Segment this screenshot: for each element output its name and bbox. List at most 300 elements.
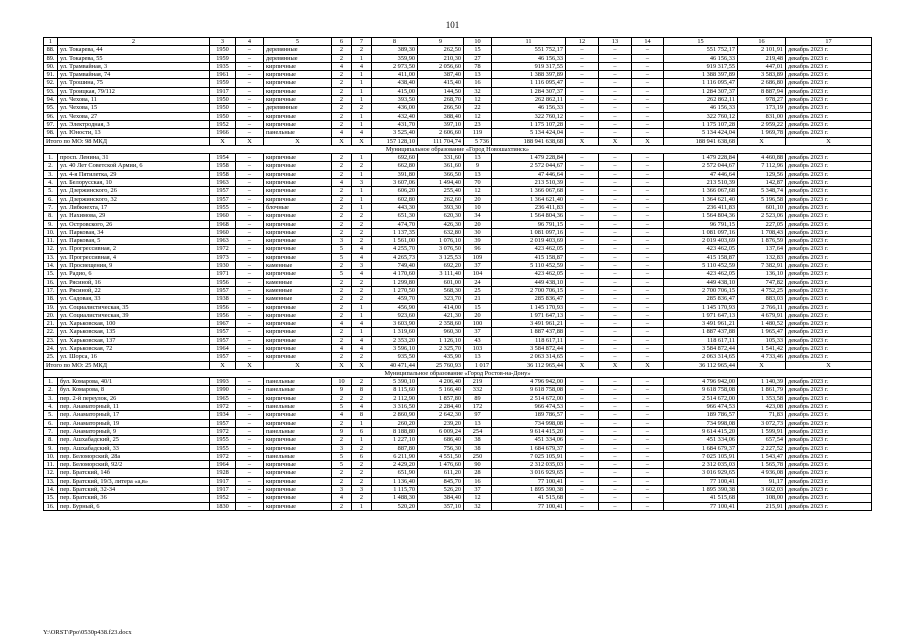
table-cell-addr: ул. 4-я Пятилетка, 29 <box>58 170 210 178</box>
table-cell-a1: 1 561,00 <box>372 237 418 245</box>
table-cell-c13: – <box>599 162 632 170</box>
table-row <box>44 162 872 170</box>
table-cell-c12: – <box>566 46 599 54</box>
table-cell-tot: 236 411,83 <box>664 203 738 211</box>
table-cell-p: 97 <box>464 411 492 419</box>
table-row <box>44 62 872 70</box>
header-cell: 10 <box>464 38 492 46</box>
table-cell-c4: – <box>236 286 264 294</box>
table-cell-c14: – <box>632 46 664 54</box>
table-cell-n: 2. <box>44 162 58 170</box>
table-cell-en: 1 <box>352 436 372 444</box>
table-cell-year: 1917 <box>210 486 236 494</box>
table-cell-tot: 41 515,68 <box>664 494 738 502</box>
table-row <box>44 96 872 104</box>
table-cell-a1: 1 227,10 <box>372 436 418 444</box>
table-cell-en: 1 <box>352 154 372 162</box>
table-cell-a1: 923,60 <box>372 311 418 319</box>
table-cell-fl: 2 <box>332 295 352 303</box>
table-cell-fl: 2 <box>332 228 352 236</box>
table-cell-fl: 2 <box>332 203 352 211</box>
total-cell: X <box>264 361 332 369</box>
table-cell-cost: 1 145 170,93 <box>492 303 566 311</box>
table-cell-a1: 2 973,50 <box>372 62 418 70</box>
table-cell-cost: 2 312 035,03 <box>492 461 566 469</box>
table-cell-n: 22. <box>44 328 58 336</box>
table-cell-c12: – <box>566 262 599 270</box>
table-cell-addr: ул. Троицкая, 79/112 <box>58 87 210 95</box>
table-cell-c4: – <box>236 104 264 112</box>
table-cell-tot: 1 887 437,88 <box>664 328 738 336</box>
table-cell-n: 7. <box>44 427 58 435</box>
table-cell-c12: – <box>566 228 599 236</box>
table-cell-en: 3 <box>352 179 372 187</box>
table-cell-tot: 1 081 097,16 <box>664 228 738 236</box>
table-cell-term: декабрь 2023 г. <box>786 336 872 344</box>
table-cell-unit: 747,82 <box>738 278 786 286</box>
table-cell-term: декабрь 2023 г. <box>786 253 872 261</box>
table-cell-en: 2 <box>352 286 372 294</box>
table-cell-c14: – <box>632 253 664 261</box>
table-cell-en: 4 <box>352 336 372 344</box>
table-cell-unit: 108,00 <box>738 494 786 502</box>
table-cell-c13: – <box>599 444 632 452</box>
table-cell-unit: 142,87 <box>738 179 786 187</box>
table-cell-p: 21 <box>464 295 492 303</box>
table-cell-a2: 620,30 <box>418 212 464 220</box>
table-cell-cost: 1 971 647,13 <box>492 311 566 319</box>
table-cell-term: декабрь 2023 г. <box>786 170 872 178</box>
table-cell-addr: пер. Братский, 14б <box>58 469 210 477</box>
table-cell-term: декабрь 2023 г. <box>786 311 872 319</box>
table-cell-a2: 3 111,40 <box>418 270 464 278</box>
table-cell-mat: кирпичные <box>264 212 332 220</box>
table-cell-fl: 2 <box>332 303 352 311</box>
table-cell-c14: – <box>632 112 664 120</box>
table-row <box>44 170 872 178</box>
table-cell-addr: ул. Чехова, 15 <box>58 104 210 112</box>
table-cell-a2: 2 358,60 <box>418 320 464 328</box>
table-cell-p: 43 <box>464 336 492 344</box>
table-cell-unit: 132,83 <box>738 253 786 261</box>
table-row <box>44 295 872 303</box>
table-cell-n: 4. <box>44 179 58 187</box>
table-row <box>44 71 872 79</box>
table-cell-p: 90 <box>464 461 492 469</box>
total-cell: X <box>210 361 236 369</box>
table-cell-c13: – <box>599 104 632 112</box>
table-cell-c13: – <box>599 353 632 361</box>
header-cell: 17 <box>786 38 872 46</box>
table-cell-c4: – <box>236 179 264 187</box>
table-cell-mat: кирпичные <box>264 444 332 452</box>
table-cell-c14: – <box>632 303 664 311</box>
table-cell-a2: 144,50 <box>418 87 464 95</box>
table-cell-tot: 9 614 415,20 <box>664 427 738 435</box>
table-cell-en: 1 <box>352 303 372 311</box>
table-cell-addr: ул. Рясиной, 22 <box>58 286 210 294</box>
table-cell-cost: 734 998,08 <box>492 419 566 427</box>
table-cell-n: 97. <box>44 120 58 128</box>
table-cell-year: 1990 <box>210 386 236 394</box>
table-cell-a1: 415,00 <box>372 87 418 95</box>
table-cell-unit: 1 353,58 <box>738 394 786 402</box>
table-cell-year: 1960 <box>210 212 236 220</box>
total-cell: X <box>599 361 632 369</box>
table-cell-cost: 77 100,41 <box>492 477 566 485</box>
table-cell-unit: 219,48 <box>738 54 786 62</box>
table-cell-c13: – <box>599 179 632 187</box>
table-cell-unit: 1 599,91 <box>738 427 786 435</box>
table-cell-year: 1950 <box>210 104 236 112</box>
table-cell-n: 6. <box>44 419 58 427</box>
table-cell-year: 1968 <box>210 220 236 228</box>
table-cell-en: 1 <box>352 328 372 336</box>
table-cell-mat: кирпичные <box>264 96 332 104</box>
table-cell-a2: 632,80 <box>418 228 464 236</box>
table-cell-c12: – <box>566 195 599 203</box>
table-cell-a2: 845,70 <box>418 477 464 485</box>
table-cell-a2: 1 857,80 <box>418 394 464 402</box>
table-row <box>44 394 872 402</box>
table-cell-mat: каменные <box>264 295 332 303</box>
table-cell-c12: – <box>566 411 599 419</box>
table-cell-en: 1 <box>352 120 372 128</box>
table-cell-addr: ул. 40 Лет Советской Армии, 6 <box>58 162 210 170</box>
table-cell-unit: 423,08 <box>738 403 786 411</box>
table-cell-c14: – <box>632 378 664 386</box>
table-cell-n: 4. <box>44 403 58 411</box>
table-cell-cost: 322 760,12 <box>492 112 566 120</box>
table-cell-a1: 456,90 <box>372 303 418 311</box>
table-cell-a2: 426,30 <box>418 220 464 228</box>
table-cell-tot: 322 760,12 <box>664 112 738 120</box>
table-cell-term: декабрь 2023 г. <box>786 212 872 220</box>
table-cell-addr: пер. Анаматорный, 11 <box>58 403 210 411</box>
table-cell-n: 7. <box>44 203 58 211</box>
table-cell-en: 2 <box>352 494 372 502</box>
table-cell-a2: 415,40 <box>418 79 464 87</box>
table-cell-a1: 2 429,20 <box>372 461 418 469</box>
table-cell-en: 4 <box>352 320 372 328</box>
table-row <box>44 129 872 137</box>
table-cell-cost: 5 110 452,59 <box>492 262 566 270</box>
table-cell-term: декабрь 2023 г. <box>786 502 872 510</box>
table-cell-cost: 4 796 942,00 <box>492 378 566 386</box>
table-cell-addr: ул. Садовая, 33 <box>58 295 210 303</box>
table-cell-term: декабрь 2023 г. <box>786 195 872 203</box>
table-cell-c4: – <box>236 394 264 402</box>
table-cell-c12: – <box>566 237 599 245</box>
table-cell-en: 2 <box>352 278 372 286</box>
table-cell-c12: – <box>566 403 599 411</box>
table-cell-term: декабрь 2023 г. <box>786 54 872 62</box>
table-cell-c14: – <box>632 203 664 211</box>
table-cell-a1: 1 319,60 <box>372 328 418 336</box>
table-cell-c14: – <box>632 469 664 477</box>
table-cell-n: 92. <box>44 79 58 87</box>
table-cell-year: 1972 <box>210 245 236 253</box>
table-cell-n: 12. <box>44 469 58 477</box>
table-row <box>44 237 872 245</box>
table-cell-fl: 2 <box>332 336 352 344</box>
table-cell-c13: – <box>599 170 632 178</box>
table-cell-mat: кирпичные <box>264 237 332 245</box>
table-cell-fl: 5 <box>332 461 352 469</box>
table-cell-p: 13 <box>464 71 492 79</box>
table-cell-addr: ул. Парковая, 5 <box>58 237 210 245</box>
table-cell-a1: 3 525,40 <box>372 129 418 137</box>
table-cell-tot: 47 446,64 <box>664 170 738 178</box>
table-cell-term: декабрь 2023 г. <box>786 62 872 70</box>
table-cell-tot: 2 572 044,67 <box>664 162 738 170</box>
table-cell-tot: 5 134 424,04 <box>664 129 738 137</box>
table-cell-p: 96 <box>464 245 492 253</box>
table-cell-tot: 423 462,05 <box>664 245 738 253</box>
table-cell-tot: 9 618 758,08 <box>664 386 738 394</box>
table-cell-term: декабрь 2023 г. <box>786 162 872 170</box>
table-cell-p: 37 <box>464 262 492 270</box>
header-cell: 15 <box>664 38 738 46</box>
table-cell-c4: – <box>236 170 264 178</box>
table-cell-year: 1972 <box>210 403 236 411</box>
table-cell-c12: – <box>566 270 599 278</box>
table-cell-c12: – <box>566 303 599 311</box>
table-cell-c14: – <box>632 278 664 286</box>
table-cell-tot: 2 063 314,65 <box>664 353 738 361</box>
table-cell-tot: 3 491 961,21 <box>664 320 738 328</box>
table-cell-c12: – <box>566 212 599 220</box>
header-cell: 8 <box>372 38 418 46</box>
table-cell-c13: – <box>599 386 632 394</box>
table-cell-term: декабрь 2023 г. <box>786 378 872 386</box>
table-cell-p: 103 <box>464 344 492 352</box>
table-cell-term: декабрь 2023 г. <box>786 403 872 411</box>
table-cell-unit: 447,01 <box>738 62 786 70</box>
table-cell-fl: 9 <box>332 427 352 435</box>
table-cell-term: декабрь 2023 г. <box>786 320 872 328</box>
table-cell-en: 6 <box>352 427 372 435</box>
table-cell-c13: – <box>599 245 632 253</box>
table-cell-c4: – <box>236 195 264 203</box>
total-cell: X <box>352 361 372 369</box>
table-cell-c14: – <box>632 419 664 427</box>
table-cell-c13: – <box>599 237 632 245</box>
table-cell-addr: ул. Харьковская, 72 <box>58 344 210 352</box>
table-cell-mat: панельные <box>264 452 332 460</box>
table-cell-fl: 2 <box>332 112 352 120</box>
table-cell-cost: 213 510,39 <box>492 179 566 187</box>
header-cell: 2 <box>58 38 210 46</box>
table-cell-c4: – <box>236 419 264 427</box>
table-cell-c4: – <box>236 120 264 128</box>
table-row <box>44 378 872 386</box>
table-cell-unit: 2 523,06 <box>738 212 786 220</box>
table-cell-unit: 8 887,94 <box>738 87 786 95</box>
table-cell-addr: ул. Токарева, 55 <box>58 54 210 62</box>
table-cell-n: 16. <box>44 278 58 286</box>
table-cell-n: 91. <box>44 71 58 79</box>
table-cell-n: 96. <box>44 112 58 120</box>
table-cell-a2: 388,40 <box>418 112 464 120</box>
total-cell: 157 128,10 <box>372 137 418 145</box>
table-cell-p: 24 <box>464 278 492 286</box>
table-row <box>44 278 872 286</box>
table-cell-tot: 1 479 228,84 <box>664 154 738 162</box>
table-cell-fl: 2 <box>332 87 352 95</box>
table-cell-year: 1958 <box>210 170 236 178</box>
table-cell-mat: кирпичные <box>264 486 332 494</box>
table-cell-n: 3. <box>44 170 58 178</box>
table-cell-a2: 756,30 <box>418 444 464 452</box>
table-cell-en: 2 <box>352 162 372 170</box>
table-cell-term: декабрь 2023 г. <box>786 154 872 162</box>
table-cell-fl: 2 <box>332 220 352 228</box>
total-cell: X <box>264 137 332 145</box>
table-cell-unit: 3 602,03 <box>738 486 786 494</box>
table-cell-c12: – <box>566 170 599 178</box>
table-cell-en: 1 <box>352 419 372 427</box>
table-cell-tot: 5 110 452,59 <box>664 262 738 270</box>
total-cell: X <box>738 361 786 369</box>
table-cell-c14: – <box>632 170 664 178</box>
table-cell-a2: 387,40 <box>418 71 464 79</box>
table-cell-c12: – <box>566 386 599 394</box>
table-cell-fl: 2 <box>332 212 352 220</box>
table-cell-a2: 1 476,60 <box>418 461 464 469</box>
table-cell-c13: – <box>599 203 632 211</box>
table-cell-year: 1966 <box>210 129 236 137</box>
table-cell-n: 20. <box>44 311 58 319</box>
table-row <box>44 427 872 435</box>
table-cell-unit: 5 196,58 <box>738 195 786 203</box>
table-cell-a2: 323,70 <box>418 295 464 303</box>
table-cell-c13: – <box>599 328 632 336</box>
table-cell-addr: бул. Комарова, 8 <box>58 386 210 394</box>
table-cell-c14: – <box>632 403 664 411</box>
table-cell-term: декабрь 2023 г. <box>786 469 872 477</box>
table-cell-mat: панельные <box>264 129 332 137</box>
table-cell-cost: 2 572 044,67 <box>492 162 566 170</box>
table-cell-term: декабрь 2023 г. <box>786 228 872 236</box>
table-cell-en: 4 <box>352 62 372 70</box>
table-cell-c14: – <box>632 187 664 195</box>
table-cell-term: декабрь 2023 г. <box>786 452 872 460</box>
table-cell-c12: – <box>566 486 599 494</box>
table-cell-tot: 1 364 621,40 <box>664 195 738 203</box>
table-cell-c13: – <box>599 187 632 195</box>
table-row <box>44 411 872 419</box>
table-cell-cost: 1 081 097,16 <box>492 228 566 236</box>
table-cell-en: 4 <box>352 344 372 352</box>
table-cell-a2: 601,00 <box>418 278 464 286</box>
table-cell-cost: 1 684 679,37 <box>492 444 566 452</box>
table-cell-c4: – <box>236 203 264 211</box>
table-cell-year: 1930 <box>210 262 236 270</box>
table-cell-addr: ул. Шорса, 16 <box>58 353 210 361</box>
table-cell-en: 4 <box>352 129 372 137</box>
page-number: 101 <box>445 20 460 30</box>
table-cell-tot: 415 158,87 <box>664 253 738 261</box>
total-cell: 1 017 <box>464 361 492 369</box>
table-cell-c12: – <box>566 494 599 502</box>
table-cell-a2: 393,30 <box>418 203 464 211</box>
table-cell-c4: – <box>236 303 264 311</box>
table-cell-en: 2 <box>352 228 372 236</box>
table-cell-a1: 651,90 <box>372 469 418 477</box>
table-cell-mat: кирпичные <box>264 353 332 361</box>
table-cell-c12: – <box>566 112 599 120</box>
table-cell-c4: – <box>236 278 264 286</box>
table-cell-mat: кирпичные <box>264 195 332 203</box>
table-cell-mat: кирпичные <box>264 502 332 510</box>
table-cell-term: декабрь 2023 г. <box>786 245 872 253</box>
table-cell-cost: 1 364 621,40 <box>492 195 566 203</box>
table-cell-year: 1957 <box>210 419 236 427</box>
table-cell-c12: – <box>566 419 599 427</box>
table-cell-tot: 1 895 390,38 <box>664 486 738 494</box>
table-cell-addr: пер. 2-й переулок, 26 <box>58 394 210 402</box>
table-cell-fl: 2 <box>332 71 352 79</box>
table-cell-c14: – <box>632 502 664 510</box>
table-cell-addr: ул. Харьковская, 100 <box>58 320 210 328</box>
table-cell-mat: кирпичные <box>264 62 332 70</box>
table-cell-cost: 423 462,05 <box>492 270 566 278</box>
table-row <box>44 120 872 128</box>
table-cell-c14: – <box>632 286 664 294</box>
table-cell-a2: 2 284,40 <box>418 403 464 411</box>
table-cell-unit: 2 959,22 <box>738 120 786 128</box>
table-row <box>44 419 872 427</box>
total-row <box>44 137 872 145</box>
table-cell-a1: 1 299,80 <box>372 278 418 286</box>
table-cell-c13: – <box>599 195 632 203</box>
table-row <box>44 253 872 261</box>
table-cell-mat: кирпичные <box>264 112 332 120</box>
table-cell-mat: кирпичные <box>264 336 332 344</box>
table-cell-term: декабрь 2023 г. <box>786 112 872 120</box>
table-cell-p: 20 <box>464 195 492 203</box>
table-cell-en: 2 <box>352 295 372 303</box>
table-cell-n: 9. <box>44 444 58 452</box>
total-cell: X <box>738 137 786 145</box>
table-cell-n: 16. <box>44 502 58 510</box>
table-cell-cost: 2 063 314,65 <box>492 353 566 361</box>
table-cell-n: 8. <box>44 436 58 444</box>
housing-register-table <box>43 37 872 511</box>
table-cell-n: 13. <box>44 253 58 261</box>
table-cell-c12: – <box>566 120 599 128</box>
table-cell-term: декабрь 2023 г. <box>786 187 872 195</box>
table-cell-unit: 1 565,78 <box>738 461 786 469</box>
table-cell-c14: – <box>632 54 664 62</box>
total-cell: 188 941 638,68 <box>492 137 566 145</box>
table-cell-a1: 4 170,60 <box>372 270 418 278</box>
table-cell-a1: 432,40 <box>372 112 418 120</box>
total-label: Итого по МО: 25 МКД <box>44 361 210 369</box>
total-cell: X <box>352 137 372 145</box>
table-cell-a2: 686,40 <box>418 436 464 444</box>
table-cell-a1: 459,70 <box>372 295 418 303</box>
header-cell: 12 <box>566 38 599 46</box>
total-cell: X <box>236 137 264 145</box>
table-cell-c4: – <box>236 79 264 87</box>
table-cell-unit: 883,03 <box>738 295 786 303</box>
table-row <box>44 403 872 411</box>
table-cell-fl: 3 <box>332 444 352 452</box>
table-cell-fl: 3 <box>332 237 352 245</box>
table-cell-a2: 1 494,40 <box>418 179 464 187</box>
